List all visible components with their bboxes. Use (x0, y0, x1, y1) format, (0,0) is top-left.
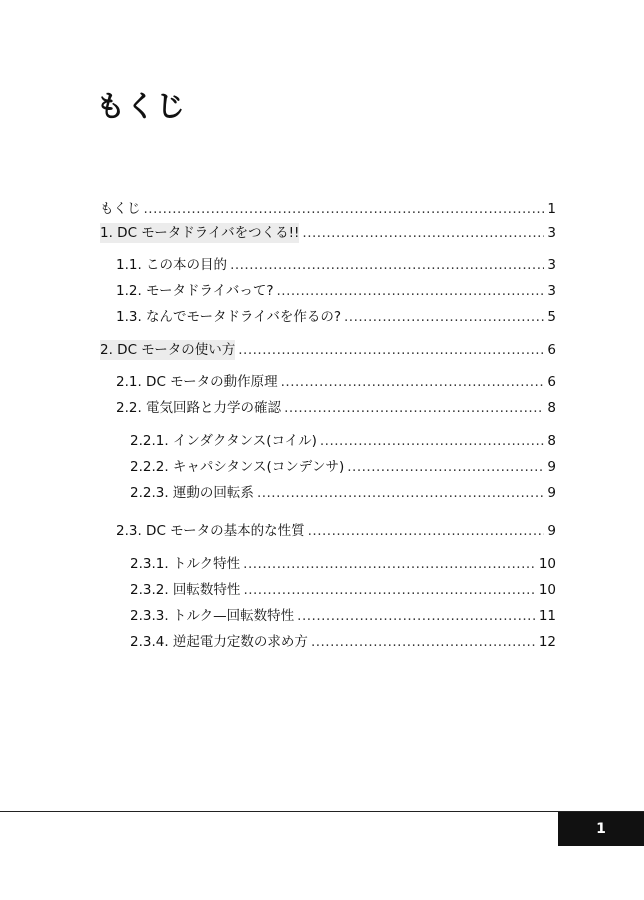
toc-entry-label: 2.3.3. トルク—回転数特性 (130, 608, 295, 624)
toc-dot-leader (238, 340, 544, 360)
toc-dot-leader (281, 372, 545, 392)
toc-entry-page: 1 (547, 201, 556, 217)
footer-divider (0, 811, 644, 812)
toc-dot-leader (302, 223, 544, 243)
toc-entry-page: 8 (547, 400, 556, 416)
toc-entry[interactable] (130, 554, 556, 574)
toc-entry-page: 9 (547, 459, 556, 475)
toc-entry-label: 2.3. DC モータの基本的な性質 (116, 523, 305, 539)
toc-entry-page: 3 (547, 225, 556, 241)
toc-dot-leader (347, 457, 544, 477)
toc-dot-leader (284, 398, 544, 418)
toc-entry-page: 6 (547, 374, 556, 390)
page-number-badge (558, 812, 644, 846)
toc-entry-label: 1. DC モータドライバをつくる!! (100, 225, 300, 241)
toc-dot-leader (344, 307, 544, 327)
toc-entry-label: もくじ (100, 201, 141, 217)
toc-entry[interactable] (100, 340, 556, 360)
toc-entry[interactable] (130, 580, 556, 600)
toc-dot-leader (277, 281, 545, 301)
toc-entry-page: 5 (547, 309, 556, 325)
toc-entry[interactable] (116, 398, 556, 418)
toc-entry[interactable] (130, 606, 556, 626)
toc-entry-label: 2.3.1. トルク特性 (130, 556, 241, 572)
toc-entry-page: 10 (538, 582, 556, 598)
toc-dot-leader (257, 483, 544, 503)
toc-entry-label: 2.2.2. キャパシタンス(コンデンサ) (130, 459, 345, 475)
toc-entry[interactable] (130, 632, 556, 652)
toc-entry-label: 1.2. モータドライバって? (116, 283, 274, 299)
toc-entry[interactable] (116, 255, 556, 275)
toc-entry[interactable] (100, 199, 556, 219)
toc-entry-label: 2.2.3. 運動の回転系 (130, 485, 254, 501)
toc-dot-leader (320, 431, 545, 451)
page-number: 1 (596, 821, 606, 837)
toc-entry-page: 8 (547, 433, 556, 449)
toc-entry-label: 2.1. DC モータの動作原理 (116, 374, 278, 390)
toc-dot-leader (297, 606, 536, 626)
toc-entry-page: 9 (547, 485, 556, 501)
toc-entry-label: 1.3. なんでモータドライバを作るの? (116, 309, 342, 325)
toc-entry-page: 9 (547, 523, 556, 539)
toc-entry-label: 2.3.4. 逆起電力定数の求め方 (130, 634, 308, 650)
toc-entry-page: 11 (538, 608, 556, 624)
toc-entry-label: 2.3.2. 回転数特性 (130, 582, 241, 598)
toc-entry-page: 6 (547, 342, 556, 358)
toc-dot-leader (311, 632, 536, 652)
toc-entry[interactable] (130, 457, 556, 477)
table-of-contents (100, 199, 556, 652)
toc-entry[interactable] (130, 483, 556, 503)
page-title: もくじ (96, 89, 187, 123)
toc-entry-label: 2.2.1. インダクタンス(コイル) (130, 433, 317, 449)
toc-entry-label: 2.2. 電気回路と力学の確認 (116, 400, 282, 416)
toc-entry-page: 10 (538, 556, 556, 572)
toc-dot-leader (243, 554, 536, 574)
toc-dot-leader (230, 255, 544, 275)
toc-dot-leader (308, 521, 545, 541)
toc-entry-page: 3 (547, 257, 556, 273)
toc-entry[interactable] (116, 521, 556, 541)
toc-entry[interactable] (116, 307, 556, 327)
toc-dot-leader (144, 199, 545, 219)
toc-dot-leader (243, 580, 535, 600)
toc-entry-label: 1.1. この本の目的 (116, 257, 228, 273)
toc-entry-page: 12 (538, 634, 556, 650)
toc-entry-page: 3 (547, 283, 556, 299)
toc-entry-label: 2. DC モータの使い方 (100, 342, 236, 358)
toc-entry[interactable] (116, 281, 556, 301)
toc-entry[interactable] (116, 372, 556, 392)
toc-entry[interactable] (100, 223, 556, 243)
toc-entry[interactable] (130, 431, 556, 451)
